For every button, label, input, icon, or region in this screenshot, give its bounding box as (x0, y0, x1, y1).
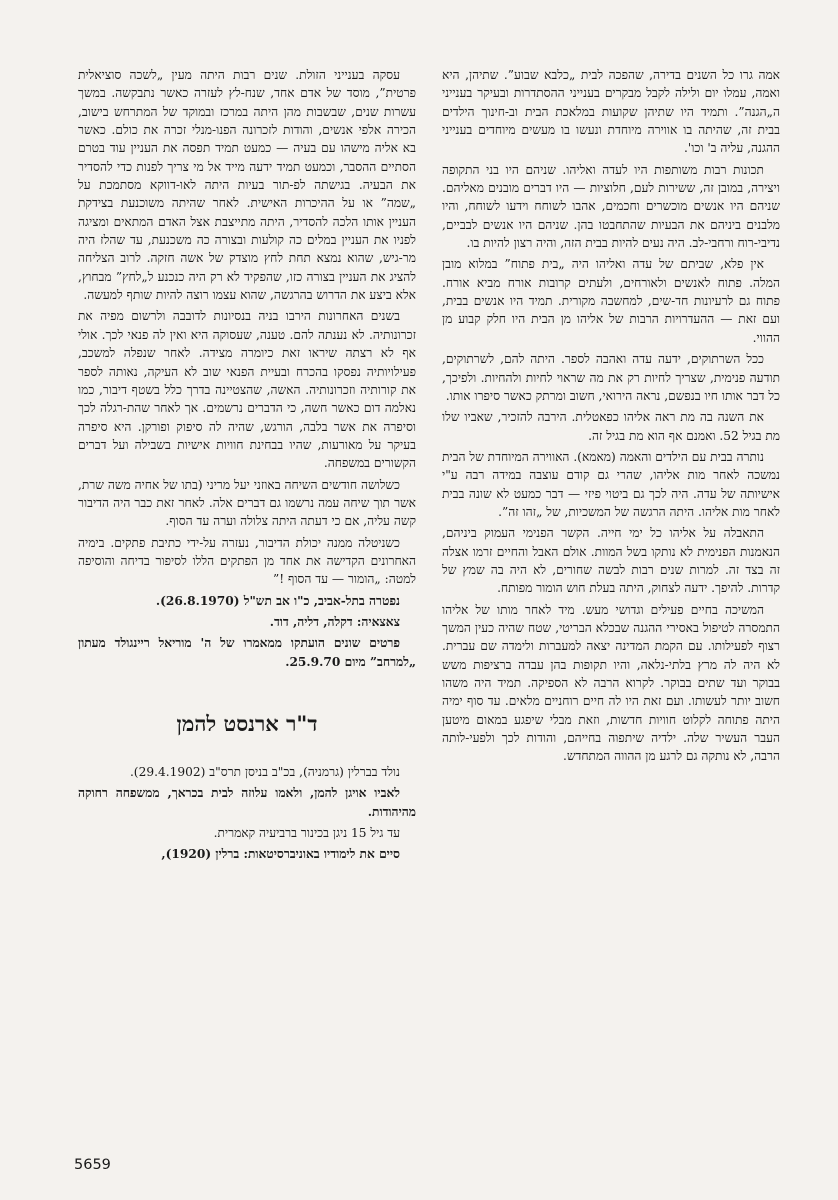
bio-line: סיים את לימודיו באוניברסיטאות: ברלין (1920), (161, 847, 400, 862)
paragraph: כשניטלה ממנה יכולת הדיבור, נעזרה על-ידי כתיבת פתקים. בימיה האחרונים הקדישה את אחד מן הפתקים הללו לסיפור בדיחה והוסיפה למטה: „הומור — עד הסוף !” (78, 535, 416, 587)
paragraph: אין פלא, שביתם של עדה ואליהו היה „בית פתוח” במלוא מובן המלה. פתוח לאנשים ולאורחים, ולעתים קרובות אורח מביא אורח. פתוח גם לרעיונות חד-שים, למחשבה מקורית. תמיד היו אנשים בבית, ועם זאת — ההעדרויות הרבות של אליהו מן הבית היו חלק קבוע מן ההווי. (442, 257, 780, 345)
paragraph: נותרה בבית עם הילדים והאמה (מאמא). האווירה המיוחדת של הבית נמשכה לאחר מות אליהו, שהרי גם קודם עוצבה במידה רבה ע"י אישיותה של עדה. היה לכך גם ביטוי פיזי — דבר כמעט לא שונה בבית לאחר מות אליהו. היתה הרגשה של המשכיות, של „זהו זה”. (442, 449, 780, 519)
bio-line: עד גיל 15 ניגן בכינור ברביעיה קאמרית. (213, 826, 400, 841)
left-column (78, 66, 416, 867)
paragraph: המשיכה בחיים פעילים וגדושי מעש. מיד לאחר מותו של אליהו התמסרה לטיפול באסירי ההגנה שבכלא הבריטי, שטח שהיה כעין המשך רצוף לפעילותו. עם הקמת המדינה יצאה למעברות ולימדה שם עברית. לא היה לה מרץ בלתי-נלאה, והיו תקופות בהן עבדה ברציפות משש בבוקר ועד שתים בבוקר. לקרוא הרבה לא הספיקה. תמיד היה משהו חשוב יותר לעשותו. ועם זאת היו לה חיים רוחניים מלאים. עד סוף ימיה היתה פתוחה לקלוט חוויות חדשות, וזאת מבלי שיפגע במאום מיטען העבר העשיר שלה. ילדיה שיתפוה בחייהם, והודות לכך ולפעי-לותה הרבה, לא נותקה גם לרגע מן ההווה המתחדש. (442, 602, 780, 764)
death-line: נפטרה בתל-אביב, כ"ו אב תש"ל (26.8.1970). (155, 593, 400, 608)
paragraph: את השנה בה מת ראה אליהו כפאטלית. הירבה להזכיר, שאביו שלו מת בגיל 52. ואמנם אף הוא מת בגיל זה. (442, 410, 780, 443)
source-note: פרטים שונים הועתקו ממאמרו של ה' מוריאל ריינגולד מעתון „למרחב” מיום 25.9.70. (78, 636, 416, 669)
birth-line: נולד בברלין (גרמניה), בכ"ב בניסן תרס"ב (29.4.1902). (129, 765, 400, 779)
paragraph: התאבלה על אליהו כל ימי חייה. הקשר הפנימי העמוק ביניהם, הנאמנות הפנימית לא נותקו בשל המוות. אולם האבל והחיים זרמו אצלה זה בצד זה. למרות שנים רבות לבשה שחורים, לא היה בה שמץ של קדרות. להיפך. ידעה לצחוק, היתה בעלת חוש הומור מפותח. (442, 526, 780, 596)
paragraph: עסקה בענייני הזולת. שנים רבות היתה מעין „לשכה סוציאלית פרטית”, מוסד של אדם אחד, שנח-לץ לעזרה כאשר נתבקשה. במשך עשרות שנים, שבשבות מהן היתה במרכז ובמוקד של המתרחש בישוב, הכירה אלפי אנשים, והודות לזכרונה הפנו-מנלי זכרה את כולם. כאשר בא אליה מישהו עם בעיה — כמעט תמיד תפסה את העניין עוד בטרם הסתיים ההסבר, וכמעט תמיד ידעה מייד אל מי צריך לפנות כדי להסדיר את הבעיה. בגישתה לפ-תור בעיות היתה לאו-דווקא מסתמכת על „שמה” או על ההיכרות האישית. לאחר שהיתה משוכנעת בצידקת העניין אותו הלכה להסדיר, היתה מתייצבת אצל האדם המתאים ומציגה לפניו את העניין במלים כה קולעות ובצורה כה משכנעת, עד שהלז היה מר-גיש, שהוא נמצא תחת לחץ מוצדק של אשה חזקה. לרוב הצליחה להציג את העניין בצורה כזו, שהפקיד לא רק היה כנכנע ל„לחץ” מבחוץ, אלא ביצע את הדרוש בהרגשה, שהוא עצמו רוצה להיות שותף למעשה. (78, 68, 416, 303)
paragraph: אמה גרו כל השנים בדירה, שהפכה לבית „כלבא שבוע”. שתיהן, היא ואמה, עמלו יום ולילה לקבל מבקרים בענייני ההסתדרות ובעיקר בענייני ה„הגנה”. ותמיד היו שתיהן שקועות במלאכת הבית וב-חינוך הילדים בבית זה, שהיתה בו אווירה מיוחדת ונעשו בו מעשים מיוחדים בענייני ההגנה, עליה ב' וכו'. (442, 68, 780, 156)
paragraph: בשנים האחרונות הירבו בניה בנסיונות לדובבה ולרשום מפיה את זכרונותיה. לא נענתה להם. טענה, שעסוקה היא ואין לה פנאי לכך. אולי אף לא רצתה שיראו זאת כיומרה מצידה. לאחר שנפלה למשכב, פעילויותיה נפסקו בהכרח ובעיית הפנאי שוב לא העיקה, נאותה לספר את קורותיה וזכרונותיה. האשה, שהצטיינה בדרך כלל בשטף דיבור, כמו נאלמה דום כאשר חשה, כי הדברים נרשמים. אך לאחר שהת-רגלה לכך וסיפרה את אשר בלבה, הורגש, שהיה לה סיפוק ופורקן. היא סיפרה בעיקר על מאורעות, שהיו בבחינת חוויות אישיות בשבילה ועל דברים הקשורים במשפחה. (78, 309, 416, 471)
parents-line: לאביו אויגן להמן, ולאמו עלוזה לבית בכראך, ממשפחה רחוקה מהיהודות. (78, 786, 416, 819)
biography-heading: ד"ר ארנסט להמן (176, 711, 318, 736)
page-number: 5659 (74, 1157, 111, 1173)
children-line: צאצאיה: דקלה, דליה, דוד. (269, 614, 400, 629)
paragraph: ככל השרתוקים, ידעה עדה ואהבה לספר. היתה להם, לשרתוקים, תודעה פנימית, שצריך לחיות רק את מה שראוי לחיות ולהחיות. ולפיכך, כל דבר אותו חיו בנפשם, נראה הירואי, חשוב ומרתק כאשר סיפרו אותו. (442, 352, 780, 403)
paragraph: תכונות רבות משותפות היו לעדה ואליהו. שניהם היו בני התקופה ויצירה, במובן זה, ששירות לעם, חלוציות — היו דברים מובנים מאליהם. שניהם היו אנשים מוכשרים וחכמים, אהבו לשוחח וידעו לשוחח, והיו מלבנים ביניהם את הבעיות שהתחבטו בהן. שניהם היו אנשים לבביים, נדיבי-רוח ורחבי-לב. היה נעים להיות בבית הזה, והיה רצון להיות בו. (442, 162, 780, 251)
right-column (442, 66, 780, 769)
paragraph: כשלושה חודשים השיחה באוזני יעל מריני (בתו של אחיה משה שרת, אשר תוך שיחה עמה נרשמו גם דברים אלה. לאחר זאת כבר היה הדיבור קשה עליה, אם כי דעתה היתה צלולה וערה עד הסוף. (78, 477, 416, 529)
